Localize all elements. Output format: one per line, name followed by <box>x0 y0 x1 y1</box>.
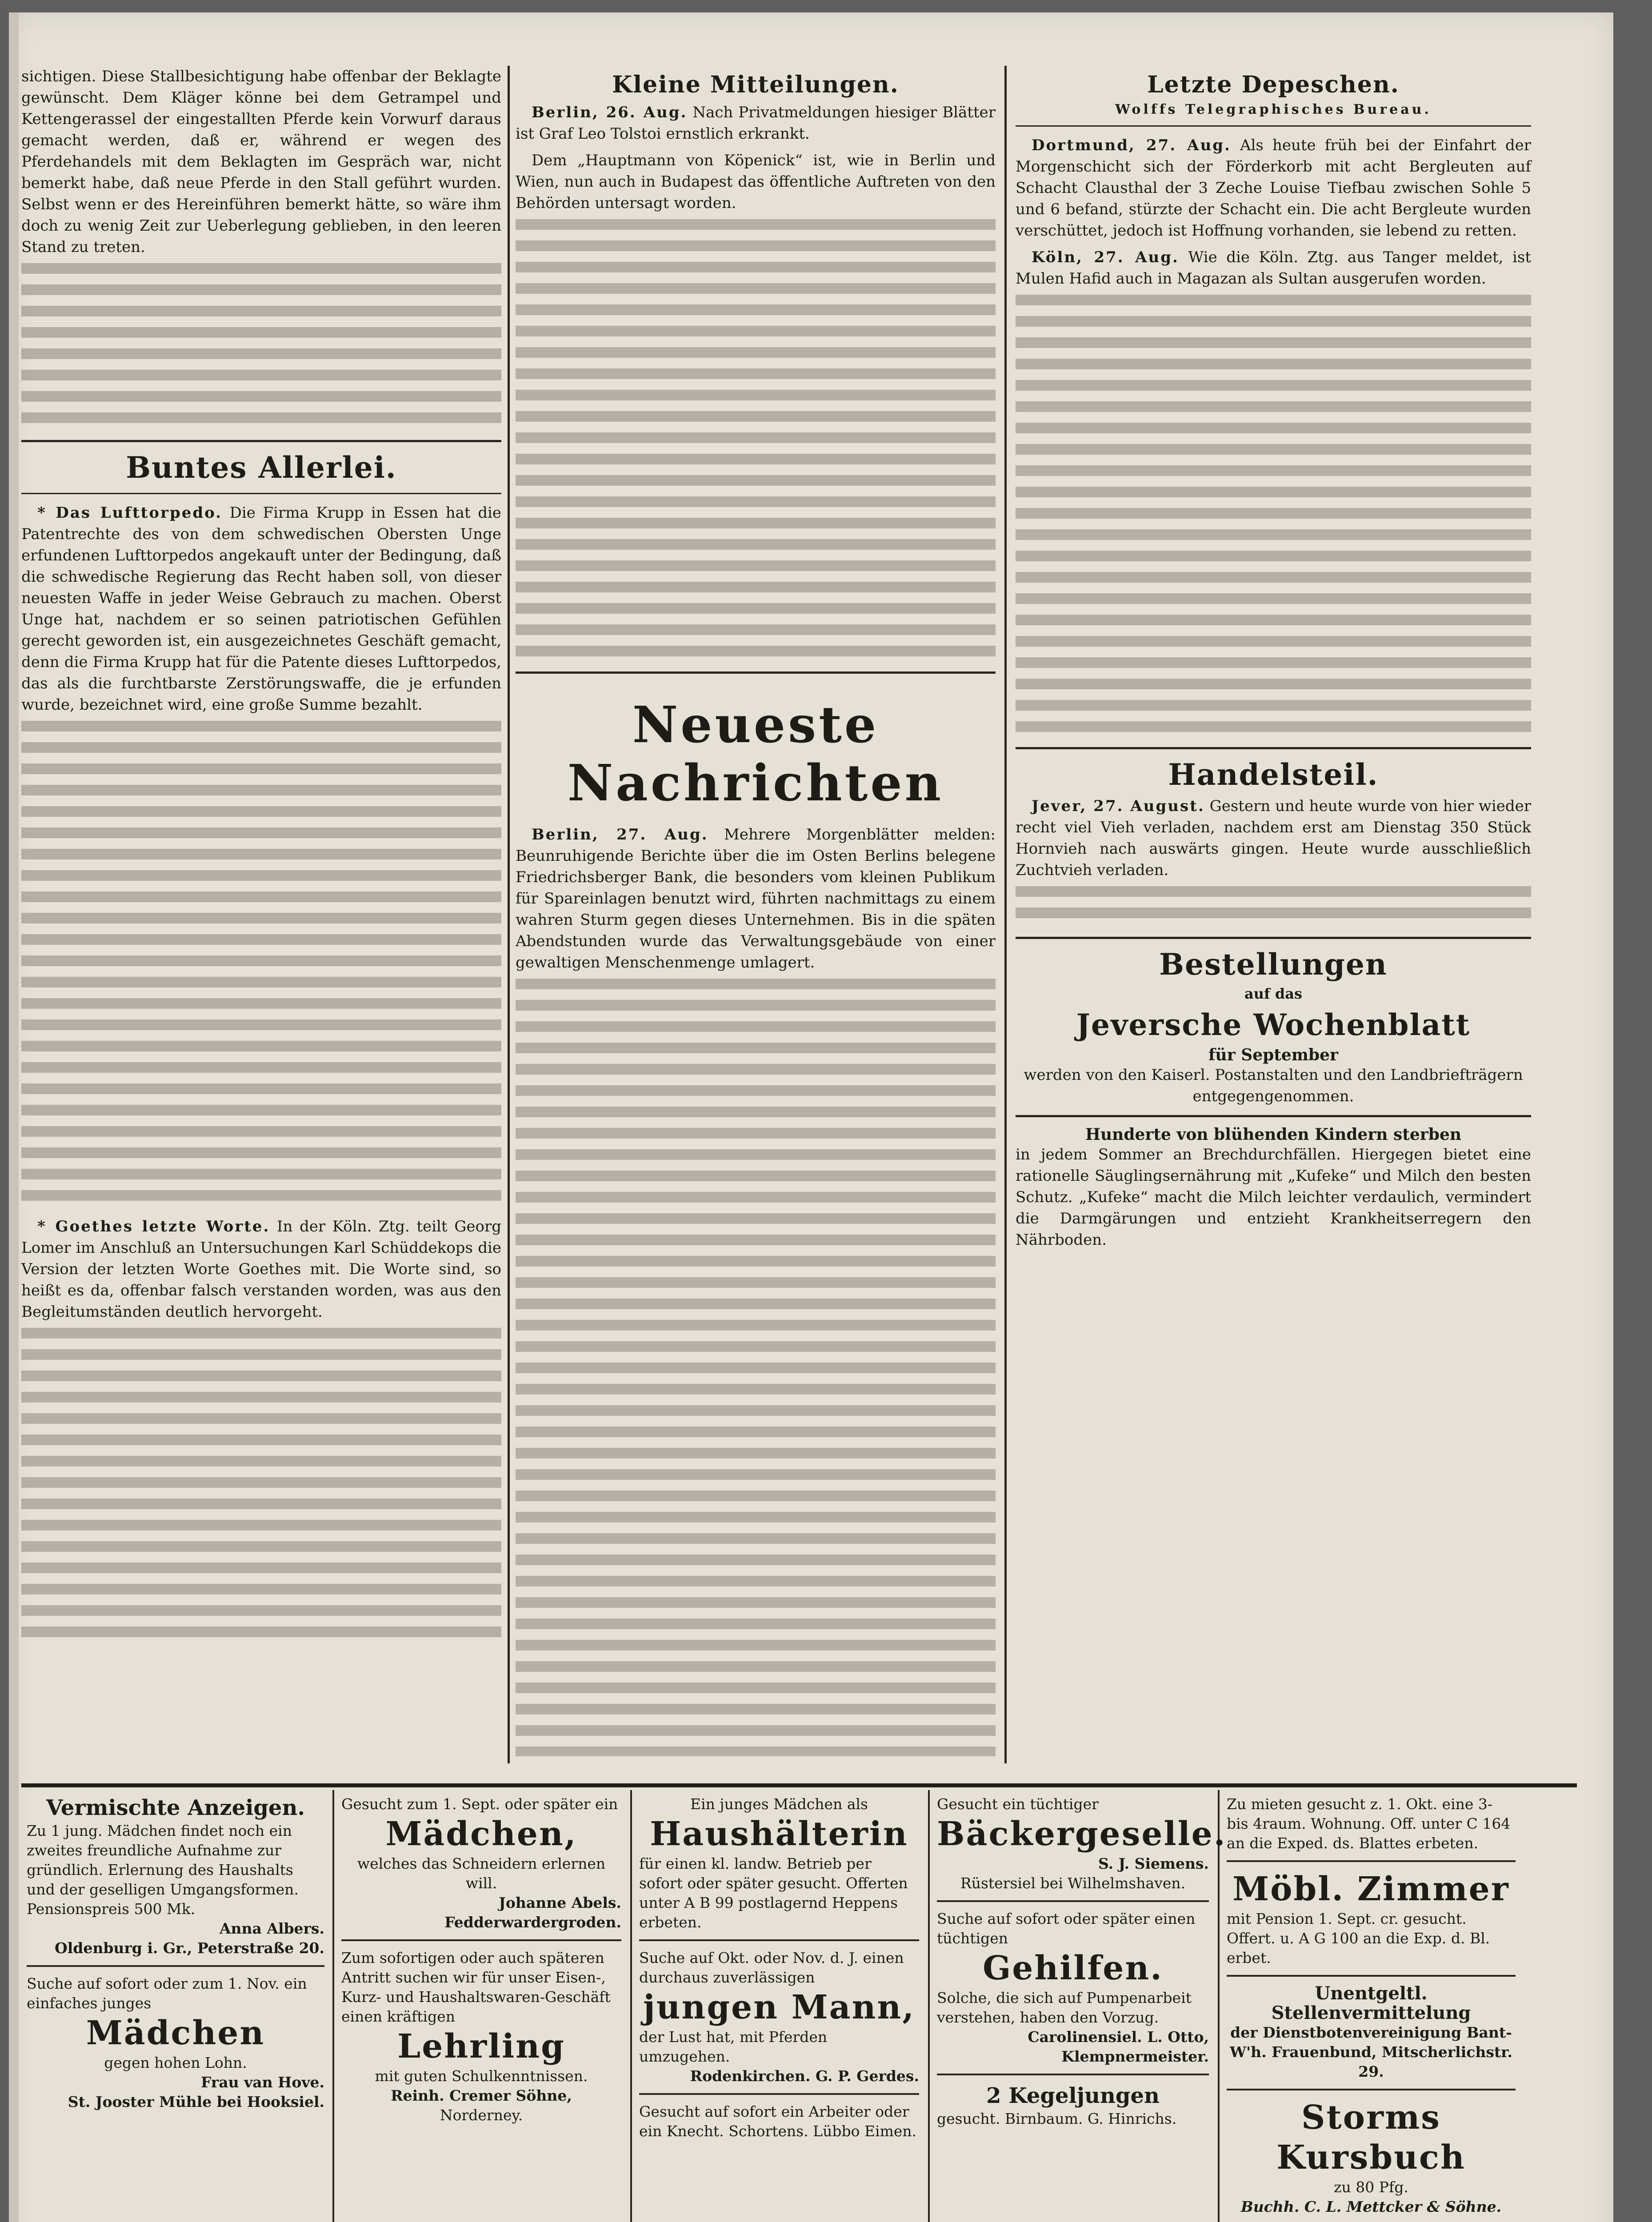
article-body: Gestern und heute wurde von hier wieder recht viel Vieh verladen, nachdem erst am Dienstag 350 Stück Hornvieh nach auswärts gingen. Heute wurde ausschließlich Zuchtvieh verladen. <box>1016 797 1531 879</box>
article-lufttorpedo <box>21 502 501 715</box>
middle-column <box>516 66 996 1762</box>
ad-separator <box>1227 1975 1516 1977</box>
ad-headline: Haushälterin <box>650 1815 908 1853</box>
ad-place: Klempnermeister. <box>1061 2048 1209 2065</box>
ad-headline: Bäckergeselle. <box>937 1815 1227 1853</box>
ad-place: Norderney. <box>440 2106 523 2124</box>
ad-place: Rüstersiel bei Wilhelmshaven. <box>960 1874 1186 1892</box>
ad-separator <box>639 2093 919 2095</box>
ad-text: Suche auf sofort oder zum 1. Nov. ein einfaches junges <box>27 1975 307 2012</box>
buntes-allerlei-heading: Buntes Allerlei. <box>126 450 397 485</box>
ad-sub: welches das Schneidern erlernen will. <box>357 1855 606 1892</box>
text-block <box>516 219 996 663</box>
ad-column-1 <box>27 1794 324 2112</box>
kleine-mitteilungen-heading: Kleine Mitteilungen. <box>612 71 899 98</box>
ad-separator <box>937 2074 1209 2075</box>
ad-separator <box>27 1965 324 1967</box>
text-block <box>21 721 501 1210</box>
article-body: In der Köln. Ztg. teilt Georg Lomer im Anschluß an Untersuchungen Karl Schüddekops die Version der letzten Worte Goethes mit. Die Worte sind, so heißt es da, offenbar falsch verstanden worden, was aus den Begleitumständen deutlich hervorgeht. <box>21 1218 501 1321</box>
newspaper-page <box>9 12 1613 2222</box>
article-body: Als heute früh bei der Einfahrt der Morgenschicht sich der Förderkorb mit acht Bergleuten auf Schacht Clausthal der 3 Zeche Louise Tiefbau zwischen Sohle 5 und 6 befand, stürzte der Schacht ein. Die acht Bergleute wurden verschüttet, jedoch ist Hoffnung vorhanden, sie lebend zu retten. <box>1016 136 1532 240</box>
article-lead: Köln, 27. Aug. <box>1032 248 1179 266</box>
article-jever <box>1016 795 1531 881</box>
section-rule <box>1016 937 1531 939</box>
article-body: Nach Privatmeldungen hiesiger Blätter ist Graf Leo Tolstoi ernstlich erkrankt. <box>516 104 996 143</box>
ad-headline: jungen Mann, <box>643 1988 915 2026</box>
ad-separator <box>1227 2089 1516 2090</box>
ad-text: gesucht. Birnbaum. G. Hinrichs. <box>937 2110 1177 2127</box>
ad-sub: gegen hohen Lohn. <box>104 2054 247 2071</box>
section-rule <box>1016 125 1531 127</box>
article-berlin-tolstoi <box>516 102 996 144</box>
article-body: Mehrere Morgenblätter melden: Beunruhigende Berichte über die im Osten Berlins belegene Friedrichsberger Bank, die besonders vom kleinen Publikum für Spareinlagen benutzt wird, führten nachmittags zu einem wahren Sturm gegen dieses Unternehmen. Bis in die späten Abendstunden wurde das Verwaltungsgebäude von einer gewaltigen Menschenmenge umlagert. <box>516 826 996 971</box>
ad-text: der Dienstbotenvereinigung Bant-W'h. Frauenbund, Mitscherlichstr. 29. <box>1229 2024 1513 2080</box>
ad-column-rule <box>1218 1790 1220 2222</box>
ad-headline: Mädchen <box>86 2014 265 2052</box>
left-column <box>21 66 501 1654</box>
article-lead: * Goethes letzte Worte. <box>37 1218 270 1235</box>
text-block <box>516 979 996 1756</box>
ad-sub: der Lust hat, mit Pferden umzugehen. <box>639 2028 828 2065</box>
ad-column-rule <box>928 1790 930 2222</box>
article-lead: Berlin, 27. Aug. <box>532 826 708 843</box>
ad-column-rule <box>630 1790 632 2222</box>
bestellungen-heading: Bestellungen <box>1159 947 1388 982</box>
ad-name: Buchh. C. L. Mettcker & Söhne. <box>1240 2198 1502 2215</box>
bestellungen-month: für September <box>1208 1046 1338 1064</box>
article-koeln <box>1016 247 1531 289</box>
ad-separator <box>639 1939 919 1941</box>
neueste-nachrichten-heading: Neueste Nachrichten <box>567 696 944 812</box>
handelsteil-heading: Handelsteil. <box>1168 757 1379 792</box>
text-block <box>21 1328 501 1648</box>
wolff-bureau-subheading: Wolffs Telegraphisches Bureau. <box>1115 102 1432 117</box>
ad-text: Gesucht auf sofort ein Arbeiter oder ein Knecht. Schortens. Lübbo Eimen. <box>639 2103 917 2140</box>
section-rule <box>21 440 501 442</box>
continued-article-text: sichtigen. Diese Stallbesichtigung habe offenbar der Beklagte gewünscht. Dem Kläger könne bei dem Getrampel und Kettengerassel der eingestallten Pferde kein Vorwurf daraus gemacht werden, daß er, während er wegen des Pferdehandels mit dem Beklagten im Gespräch war, nicht bemerkt habe, daß neue Pferde in den Stall geführt wurden. Selbst wenn er des Hereinführen bemerkt hätte, so wäre ihm doch zu wenig Zeit zur Ueberlegung geblieben, in den leeren Stand zu treten. <box>21 68 501 256</box>
kufeke-text: in jedem Sommer an Brechdurchfällen. Hiergegen bietet eine rationelle Säuglingsernährung mit „Kufeke“ und Milch den besten Schutz. „Kufeke“ macht die Milch leichter verdaulich, vermindert die Darmgärungen und entzieht Krankheitserregern den Nährboden. <box>1016 1146 1531 1249</box>
article-berlin-bank <box>516 824 996 973</box>
ad-column-3 <box>639 1794 919 2141</box>
kufeke-heading: Hunderte von blühenden Kindern sterben <box>1085 1125 1462 1144</box>
ad-separator <box>341 1939 621 1941</box>
ad-text: Suche auf sofort oder später einen tüchtigen <box>937 1910 1196 1947</box>
section-rule <box>1016 747 1531 749</box>
ad-text: Ein junges Mädchen als <box>690 1795 868 1813</box>
column-rule <box>1004 66 1007 1763</box>
ad-name: Anna Albers. <box>219 1920 324 1937</box>
ad-sub: für einen kl. landw. Betrieb per sofort oder später gesucht. Offerten unter A B 99 postlagernd Heppens erbeten. <box>639 1855 908 1931</box>
section-rule <box>1016 1115 1531 1117</box>
section-rule <box>516 671 996 674</box>
ad-name: Rodenkirchen. G. P. Gerdes. <box>690 2067 919 2085</box>
article-lead: Dortmund, 27. Aug. <box>1032 136 1231 154</box>
article-goethe <box>21 1216 501 1323</box>
ad-column-rule <box>332 1790 334 2222</box>
ad-place: Fedderwardergroden. <box>444 1914 621 1931</box>
ad-headline: Gehilfen. <box>983 1949 1163 1987</box>
letzte-depeschen-heading: Letzte Depeschen. <box>1147 71 1400 98</box>
ad-text: Suche auf Okt. oder Nov. d. J. einen durchaus zuverlässigen <box>639 1949 904 1986</box>
ad-name: Reinh. Cremer Söhne, <box>391 2087 572 2104</box>
classifieds-rule <box>21 1783 1577 1787</box>
ad-name: Frau van Hove. <box>201 2074 324 2091</box>
ad-name: Johanne Abels. <box>499 1894 621 1911</box>
ad-name: Carolinensiel. L. Otto, <box>1028 2028 1209 2046</box>
ad-headline: Storms Kursbuch <box>1276 2098 1466 2177</box>
ad-headline: Möbl. Zimmer <box>1232 1870 1510 1908</box>
text-block <box>21 263 501 432</box>
ad-text: Zu mieten gesucht z. 1. Okt. eine 3- bis 4raum. Wohnung. Off. unter C 164 an die Exped. ds. Blattes erbeten. <box>1227 1795 1511 1852</box>
ad-sub: mit guten Schulkenntnissen. <box>375 2067 588 2085</box>
ad-headline: 2 Kegeljungen <box>986 2083 1160 2108</box>
ad-column-4 <box>937 1794 1227 2129</box>
ad-name: S. J. Siemens. <box>1098 1855 1209 1872</box>
ad-column-5 <box>1227 1794 1516 2217</box>
ad-text: Zu 1 jung. Mädchen findet noch ein zweites freundliche Aufnahme zur gründlich. Erlernung des Haushalts und der geselligen Umgangsformen. Pensionspreis 500 Mk. <box>27 1822 299 1918</box>
text-block <box>1016 295 1531 739</box>
bestellungen-auf: auf das <box>1244 985 1303 1002</box>
bestellungen-text: werden von den Kaiserl. Postanstalten und den Landbriefträgern entgegengenommen. <box>1024 1066 1523 1105</box>
article-dortmund <box>1016 135 1531 241</box>
article-body: Wie die Köln. Ztg. aus Tanger meldet, ist Mulen Hafid auch in Magazan als Sultan ausgerufen worden. <box>1016 248 1531 288</box>
binding-edge <box>9 12 19 2222</box>
article-lead: Berlin, 26. Aug. <box>532 104 688 121</box>
ad-text: Gesucht zum 1. Sept. oder später ein <box>341 1795 618 1813</box>
vermischte-anzeigen-heading: Vermischte Anzeigen. <box>46 1795 305 1820</box>
ad-separator <box>1227 1860 1516 1862</box>
ad-text: zu 80 Pfg. <box>1334 2178 1408 2196</box>
section-rule <box>21 493 501 494</box>
ad-column-2 <box>341 1794 621 2125</box>
text-block <box>1016 886 1531 929</box>
article-lead: Jever, 27. August. <box>1032 797 1205 815</box>
ad-headline: Lehrling <box>397 2027 565 2066</box>
ad-place: St. Jooster Mühle bei Hooksiel. <box>68 2093 324 2110</box>
article-body: Die Firma Krupp in Essen hat die Patentrechte des von dem schwedischen Obersten Unge erfundenen Lufttorpedos angekauft unter der Bedingung, daß die schwedische Regierung das Recht haben soll, von dieser neuesten Waffe in jeder Weise Gebrauch zu machen. Oberst Unge hat, nachdem er so seinen patriotischen Gefühlen gerecht geworden ist, ein ausgezeichnetes Geschäft gemacht, denn die Firma Krupp hat für die Patente dieses Lufttorpedos, das als die furchtbarste Zerstörungswaffe, die je erfunden wurde, bezeichnet wird, eine große Summe bezahlt. <box>21 504 501 714</box>
ad-text: Gesucht ein tüchtiger <box>937 1795 1099 1813</box>
ad-separator <box>937 1900 1209 1902</box>
column-rule <box>508 66 510 1763</box>
ad-place: Oldenburg i. Gr., Peterstraße 20. <box>55 1939 324 1957</box>
article-hauptmann: Dem „Hauptmann von Köpenick“ ist, wie in Berlin und Wien, nun auch in Budapest das öffentliche Auftreten von den Behörden untersagt worden. <box>516 152 996 212</box>
jeversche-wochenblatt-title: Jeversche Wochenblatt <box>1076 1007 1471 1042</box>
right-column <box>1016 66 1531 1256</box>
ad-headline: Unentgeltl. Stellenvermittelung <box>1271 1983 1471 2023</box>
article-lead: * Das Lufttorpedo. <box>37 504 223 522</box>
ad-text: Zum sofortigen oder auch späteren Antritt suchen wir für unser Eisen-, Kurz- und Haushaltswaren-Geschäft einen kräftigen <box>341 1949 611 2025</box>
ad-text: mit Pension 1. Sept. cr. gesucht. Offert. u. A G 100 an die Exp. d. Bl. erbet. <box>1227 1910 1490 1966</box>
ad-sub: Solche, die sich auf Pumpenarbeit verstehen, haben den Vorzug. <box>937 1989 1192 2026</box>
ad-headline: Mädchen, <box>385 1815 577 1853</box>
